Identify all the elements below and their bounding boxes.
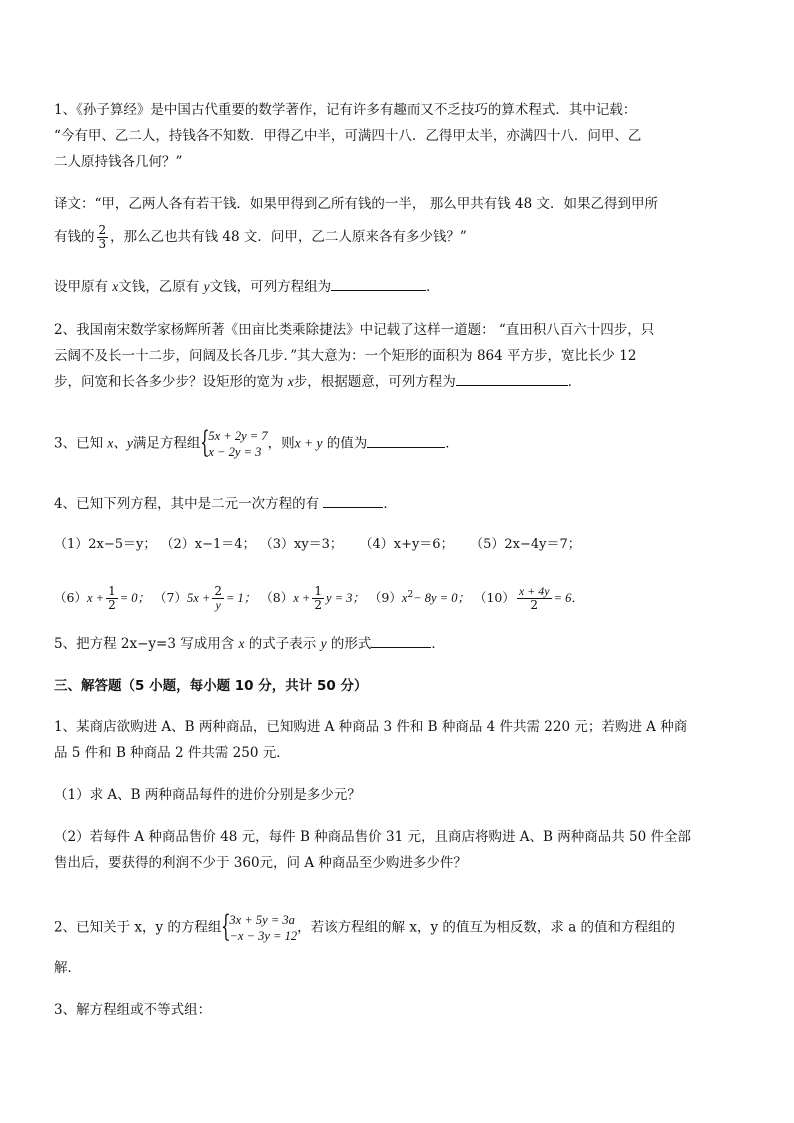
q1-translation-line-1: 译文：“甲，乙两人各有若干钱．如果甲得到乙所有钱的一半， 那么甲共有钱 48 文．如果乙得到甲所	[54, 196, 658, 212]
equation-option: （2）x−1＝4；	[160, 537, 256, 552]
q4-options-row-2: （6）x + $\frac{1}{2}$ = 0； （7）5x + $\frac{2}{y}$ = 1； （8）x + $\frac{1}{2}$ y = 3； $(9)x^2- 8y = 0$； （10） $\frac{x + 4y}{2}$ = 6．	[54, 584, 584, 613]
equation-system: { 5x + 2y = 7 x − 2y = 3	[200, 425, 268, 460]
equation-system: { 3x + 5y = 3a −x − 3y = 12	[221, 909, 298, 944]
equation-option: （1）2x−5＝y；	[54, 537, 157, 552]
a2-line-1: 2、已知关于 x，y 的方程组 { 3x + 5y = 3a −x − 3y = 12 ，若该方程组的解 x，y 的值互为相反数，求 a 的值和方程组的	[54, 909, 676, 944]
section-heading: 三、解答题（5 小题，每小题 10 分，共计 50 分）	[54, 678, 368, 694]
a1-line-2: 品 5 件和 B 种商品 2 件共需 250 元．	[54, 745, 290, 761]
q2-line-1: 2、我国南宋数学家杨辉所著《田亩比类乘除捷法》中记载了这样一道题： “直田积八百六十四步，只	[54, 322, 655, 338]
q4-line: 4、已知下列方程，其中是二元一次方程的有 ．	[54, 496, 397, 512]
q2-line-3: 步，问宽和长各多少步？设矩形的宽为 x步，根据题意，可列方程为 ．	[54, 374, 582, 390]
answer-blank[interactable]	[323, 495, 383, 508]
a1-part-2-line-1: （2）若每件 A 种商品售价 48 元，每件 B 种商品售价 31 元，且商店将购进 A、B 两种商品共 50 件全部	[54, 829, 691, 845]
equation-option: （4）x+y＝6；	[359, 537, 454, 552]
q3-line: 3、已知 x、y满足方程组 { 5x + 2y = 7 x − 2y = 3 ，则x + y 的值为 ．	[54, 425, 459, 460]
q2-line-2: 云阔不及长一十二步，问阔及长各几步．”其大意为：一个矩形的面积为 864 平方步，宽比长少 12	[54, 348, 637, 364]
q5-line: 5、把方程 2x−y=3 写成用含 x 的式子表示 y 的形式 ．	[54, 636, 445, 652]
a2-line-2: 解．	[54, 960, 81, 976]
a1-part-2-line-2: 售出后，要获得的利润不少于 360元，问 A 种商品至少购进多少件？	[54, 855, 467, 871]
answer-blank[interactable]	[367, 435, 445, 448]
equation-option: （3）xy＝3；	[259, 537, 343, 552]
answer-blank[interactable]	[456, 373, 568, 386]
equation-option: （5）2x−4y＝7；	[470, 537, 581, 552]
answer-blank[interactable]	[331, 278, 426, 291]
a1-line-1: 1、某商店欲购进 A、B 两种商品，已知购进 A 种商品 3 件和 B 种商品 4 件共需 220 元；若购进 A 种商	[54, 719, 688, 735]
a3-line-1: 3、解方程组或不等式组：	[54, 1002, 212, 1018]
a1-part-1: （1）求 A、B 两种商品每件的进价分别是多少元？	[54, 787, 361, 803]
fraction-two-thirds: $\frac{2}{3}$	[98, 223, 107, 251]
q4-options-row-1	[54, 535, 581, 555]
q1-line-1: 1、《孙子算经》是中国古代重要的数学著作，记有许多有趣而又不乏技巧的算术程式．其中记载：	[54, 102, 637, 118]
q1-line-3: 二人原持钱各几何？”	[54, 154, 183, 170]
q1-translation-line-2: 有钱的 $\frac{2}{3}$ ，那么乙也共有钱 48 文．问甲，乙二人原来各有多少钱？”	[54, 223, 467, 251]
q1-question-line: 设甲原有 x文钱，乙原有 y文钱，可列方程组为 ．	[54, 279, 440, 295]
answer-blank[interactable]	[371, 635, 431, 648]
q1-line-2: “今有甲、乙二人，持钱各不知数．甲得乙中半，可满四十八．乙得甲太半，亦满四十八．问甲、乙	[54, 128, 642, 144]
